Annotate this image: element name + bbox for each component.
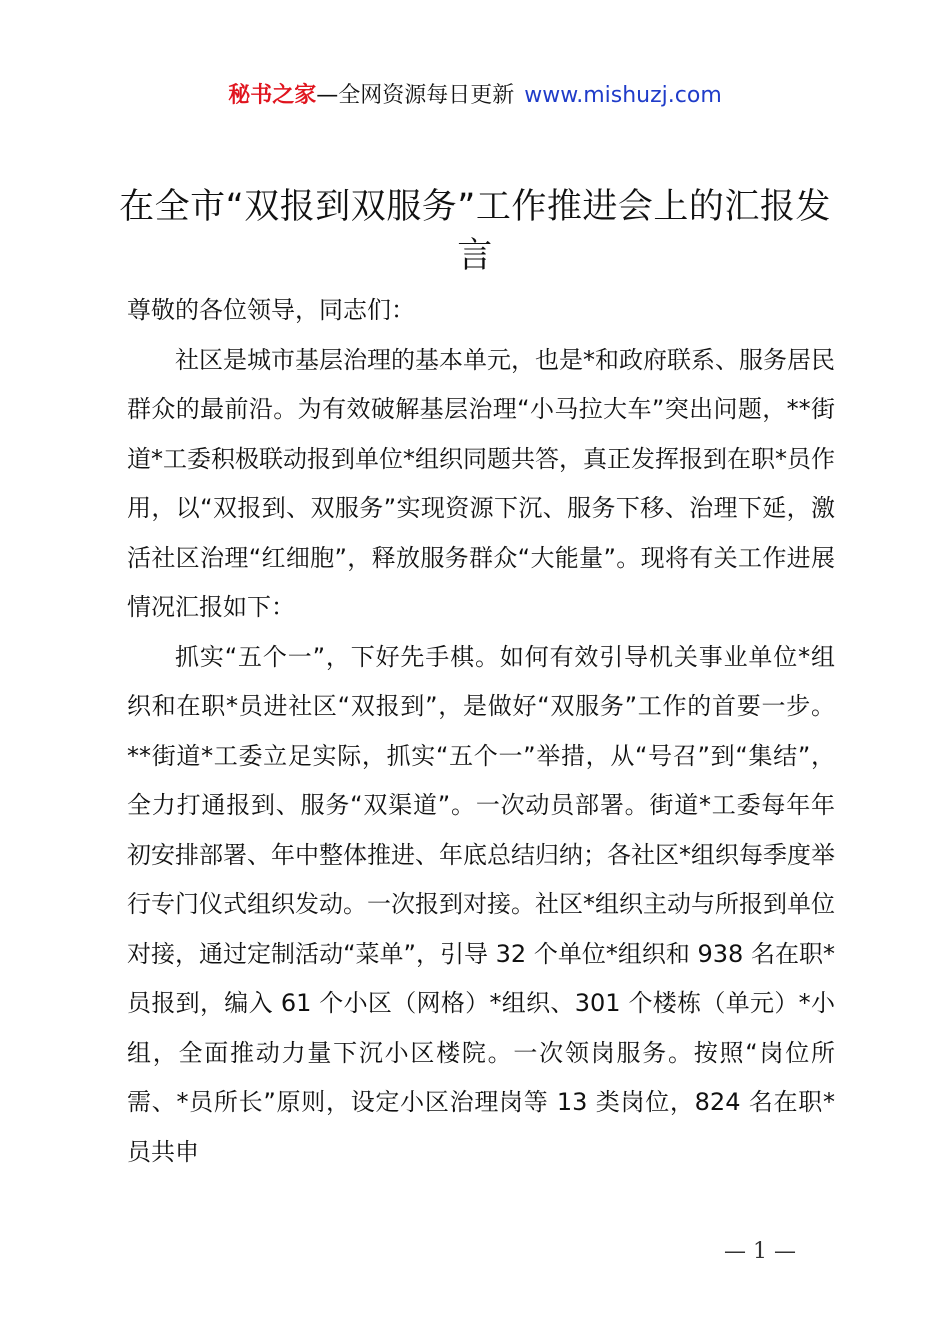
body-paragraph-1: 社区是城市基层治理的基本单元，也是*和政府联系、服务居民群众的最前沿。为有效破解基层治理“小马拉大车”突出问题，**街道*工委积极联动报到单位*组织同题共答，真正发挥报到在职*员作用，以“双报到、双服务”实现资源下沉、服务下移、治理下延，激活社区治理“红细胞”，释放服务群众“大能量”。现将有关工作进展情况汇报如下：	[127, 345, 835, 621]
header-tagline: —全网资源每日更新	[316, 83, 515, 108]
document-body	[127, 286, 835, 1177]
document-title: 在全市“双报到双服务”工作推进会上的汇报发言	[119, 187, 831, 276]
site-url-link[interactable]: www.mishuzj.com	[524, 83, 722, 108]
page-number: — 1 —	[724, 1239, 796, 1264]
body-paragraph-2: 抓实“五个一”，下好先手棋。如何有效引导机关事业单位*组织和在职*员进社区“双报到”，是做好“双服务”工作的首要一步。**街道*工委立足实际，抓实“五个一”举措，从“号召”到“集结”，全力打通报到、服务“双渠道”。一次动员部署。街道*工委每年年初安排部署、年中整体推进、年底总结归纳；各社区*组织每季度举行专门仪式组织发动。一次报到对接。社区*组织主动与所报到单位对接，通过定制活动“菜单”，引导 32 个单位*组织和 938 名在职*员报到，编入 61 个小区（网格）*组织、301 个楼栋（单元）*小组，全面推动力量下沉小区楼院。一次领岗服务。按照“岗位所需、*员所长”原则，设定小区治理岗等 13 类岗位，824 名在职*员共申	[127, 642, 835, 1166]
site-header-banner	[0, 82, 950, 114]
brand-name: 秘书之家	[228, 83, 317, 108]
salutation: 尊敬的各位领导，同志们：	[127, 296, 415, 324]
